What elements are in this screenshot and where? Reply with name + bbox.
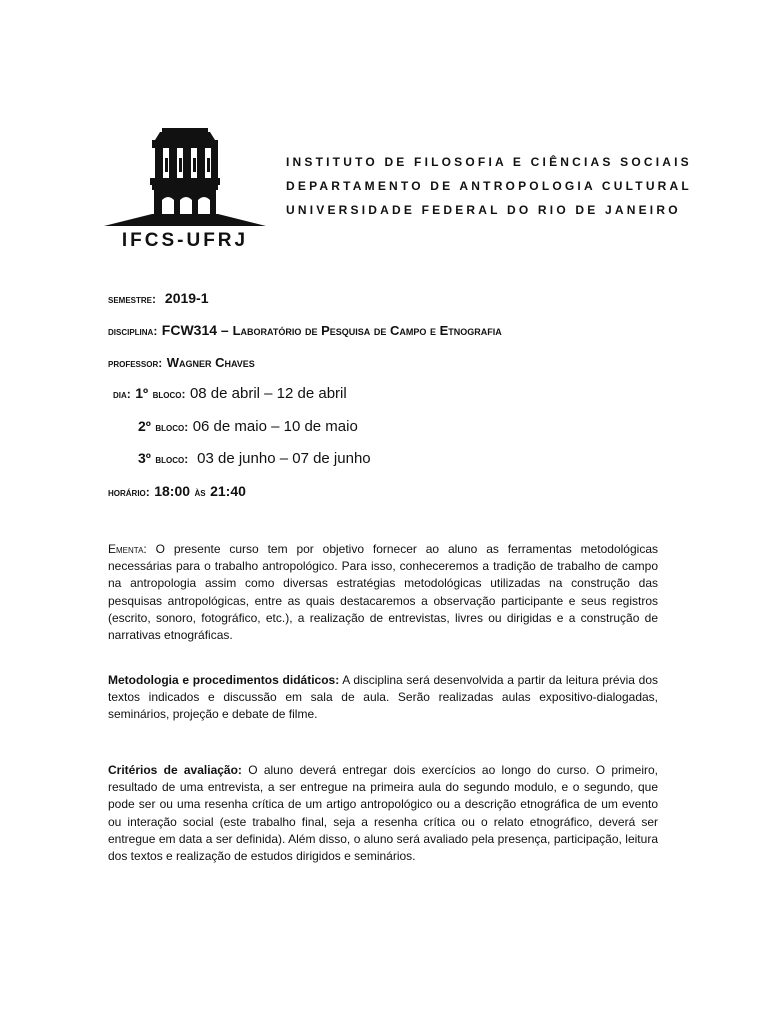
block-3-number: 3º bbox=[138, 450, 151, 466]
horario-sep: às bbox=[194, 485, 206, 499]
dia-block-3 bbox=[138, 450, 371, 468]
metodologia-text: A disciplina será desenvolvida a partir da leitura prévia dos textos indicados e discussão em sala de aula. Serão realizadas aulas expositivo-dialogadas, seminários, projeção e debate de filme. bbox=[108, 673, 658, 722]
dia-block-1 bbox=[113, 385, 347, 403]
logo-wordmark: IFCS-UFRJ bbox=[121, 230, 249, 251]
block-2-dates: 06 de maio – 10 de maio bbox=[192, 418, 358, 435]
institution-header bbox=[286, 150, 692, 222]
block-3-label: bloco: bbox=[155, 452, 189, 466]
semestre-field bbox=[108, 290, 209, 308]
disciplina-field bbox=[108, 322, 502, 340]
dia-block-2 bbox=[138, 418, 358, 436]
block-2-label: bloco: bbox=[155, 420, 189, 434]
disciplina-title: Laboratório de Pesquisa de Campo e Etnografia bbox=[232, 323, 502, 338]
institute-name: INSTITUTO DE FILOSOFIA E CIÊNCIAS SOCIAIS bbox=[286, 155, 692, 169]
professor-label: professor: bbox=[108, 356, 163, 370]
horario-end: 21:40 bbox=[210, 483, 246, 499]
metodologia-label: Metodologia e procedimentos didáticos: bbox=[108, 673, 340, 687]
semestre-label: semestre: bbox=[108, 292, 157, 306]
metodologia-paragraph bbox=[108, 672, 658, 724]
university-name: UNIVERSIDADE FEDERAL DO RIO DE JANEIRO bbox=[286, 203, 681, 217]
building-icon bbox=[100, 124, 270, 228]
dia-label: dia: bbox=[113, 387, 131, 401]
ementa-paragraph bbox=[108, 541, 658, 644]
block-2-number: 2º bbox=[138, 418, 151, 434]
professor-field bbox=[108, 354, 255, 372]
professor-name: Wagner Chaves bbox=[166, 355, 255, 370]
block-1-dates: 08 de abril – 12 de abril bbox=[189, 385, 347, 402]
block-1-label: bloco: bbox=[152, 387, 186, 401]
department-name: DEPARTAMENTO DE ANTROPOLOGIA CULTURAL bbox=[286, 179, 692, 193]
ementa-text: O presente curso tem por objetivo fornecer ao aluno as ferramentas metodológicas necessárias para o trabalho antropológico. Para isso, conheceremos a tradição de trabalho de campo na antropologia assim como diversas estratégias metodológicas utilizadas na construção das pesquisas antropológicas, entre as quais destacaremos a observação participante e seus registros (escrito, sonoro, fotográfico, etc.), a realização de entrevistas, livres ou dirigidas e a construção de narrativas etnográficas. bbox=[108, 542, 658, 643]
ementa-label: Ementa: bbox=[108, 542, 147, 556]
block-1-number: 1º bbox=[135, 385, 149, 401]
disciplina-code: FCW314 bbox=[161, 322, 218, 338]
horario-label: horário: bbox=[108, 485, 150, 499]
criterios-label: Critérios de avaliação: bbox=[108, 763, 242, 777]
semestre-value: 2019-1 bbox=[164, 290, 209, 306]
disciplina-dash: – bbox=[217, 322, 233, 338]
horario-start: 18:00 bbox=[154, 483, 191, 499]
block-3-dates: 03 de junho – 07 de junho bbox=[197, 450, 371, 467]
ifcs-ufrj-logo bbox=[100, 124, 270, 264]
criterios-text: O aluno deverá entregar dois exercícios ao longo do curso. O primeiro, resultado de uma entrevista, a ser entregue na primeira aula do segundo modulo, e o segundo, que pode ser ou uma resenha crítica de um artigo antropológico ou a descrição etnográfica de um evento ou interação social (este trabalho final, seja a resenha crítica ou o relato etnográfico, deverá ser entregue em data a ser definida). Além disso, o aluno será avaliado pela presença, participação, leitura dos textos e realização de estudos dirigidos e seminários. bbox=[108, 763, 659, 864]
horario-field bbox=[108, 483, 246, 501]
criterios-paragraph bbox=[108, 762, 658, 865]
disciplina-label: disciplina: bbox=[108, 324, 158, 338]
